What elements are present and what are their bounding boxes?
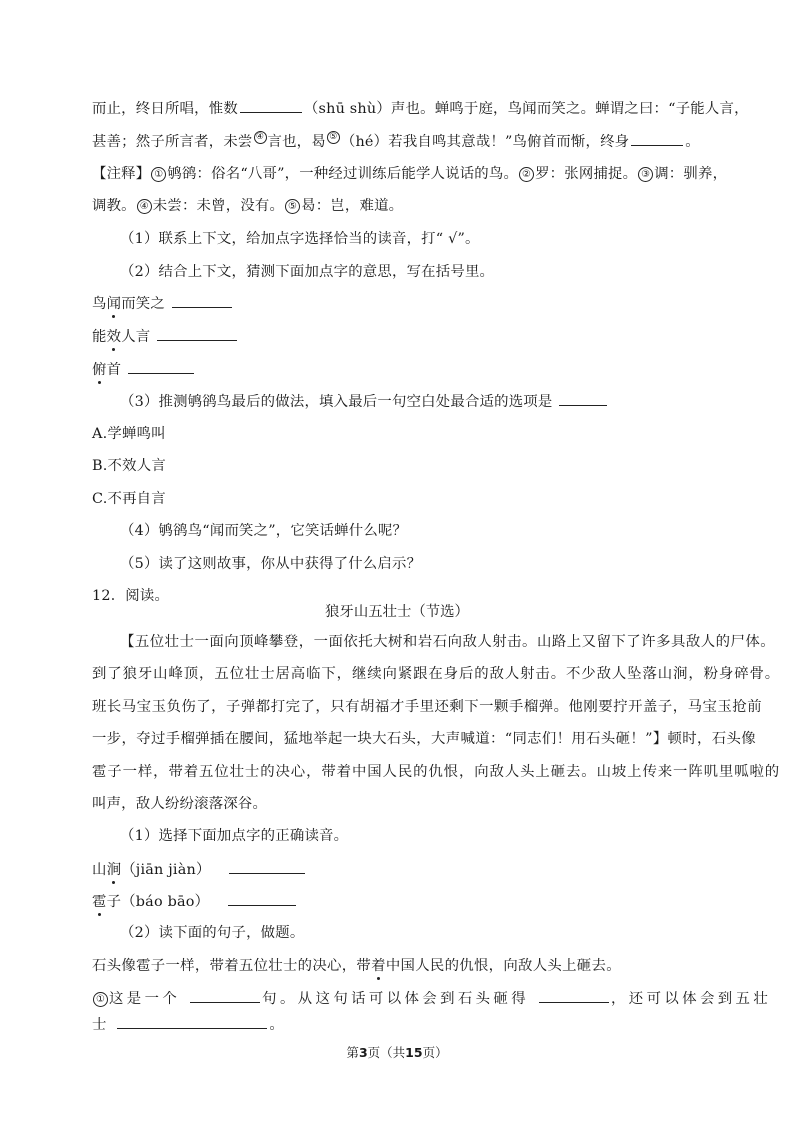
passage-line: 【五位壮士一面向顶峰攀登，一面依托大树和岩石向敌人射击。山路上又留下了许多具敌人的尸体。 [120, 634, 776, 650]
annotation-line-2: 调教。 ④ 未尝：未曾，没有。 ⑤ 曷：岂，难道。 [92, 198, 404, 214]
q12-heading: 12．阅读。 [92, 588, 170, 604]
story-line-2: 甚善；然子所言者，未尝 ④ 言也，曷 ⑤ （hé）若我自鸣其意哉！”鸟俯首而惭，终身 。 [92, 132, 700, 150]
q11-word-1: 鸟闻而笑之 [92, 293, 234, 314]
q12-sub2: （2）读下面的句子，做题。 [120, 925, 305, 941]
answer-blank[interactable] [157, 326, 237, 341]
page-footer: 第3页（共15页） [346, 1045, 448, 1060]
footnote-marker: ⑤ [327, 131, 340, 144]
passage-line: 一步，夺过手榴弹插在腰间，猛地举起一块大石头，大声喊道：“同志们！用石头砸！”】顿时，石头像 [92, 731, 757, 747]
q12-answer-line-2: 士 。 [92, 1014, 284, 1035]
option-a: A.学蝉鸣叫 [92, 426, 166, 442]
q11-sub3: （3）推测鸲鹆鸟最后的做法，填入最后一句空白处最合适的选项是 [120, 391, 609, 412]
passage-line: 班长马宝玉负伤了，子弹都打完了，只有胡福才手里还剩下一颗手榴弹。他刚要拧开盖子，马宝玉抢前 [92, 699, 763, 715]
passage-line: 叫声，敌人纷纷滚落深谷。 [92, 796, 268, 812]
answer-blank[interactable] [128, 359, 194, 374]
q12-word-2: 雹子（báo bāo） [92, 891, 298, 912]
q12-answer-line-1: ① 这是一个 句。从这句话可以体会到石头砸得 ，还可以体会到五壮 [92, 988, 771, 1009]
q12-sentence: 石头像雹子一样，带着五位壮士的决心，带着中国人民的仇恨，向敌人头上砸去。 [92, 958, 621, 974]
q11-sub5: （5）读了这则故事，你从中获得了什么启示？ [120, 556, 422, 572]
footnote-marker: ④ [254, 131, 267, 144]
answer-blank[interactable] [190, 988, 260, 1003]
q11-word-2: 能效人言 [92, 326, 239, 347]
answer-blank[interactable] [559, 391, 607, 406]
passage-line: 到了狼牙山峰顶，五位壮士居高临下，继续向紧跟在身后的敌人射击。不少敌人坠落山涧，粉身碎骨。 [92, 666, 781, 682]
story-line-1: 而止，终日所唱，惟数 （shū shù）声也。蝉鸣于庭，鸟闻而笑之。蝉谓之曰：“子能人言， [92, 98, 749, 119]
q11-word-3: 俯首 [92, 359, 196, 380]
answer-blank[interactable] [172, 293, 232, 308]
passage-line: 雹子一样，带着五位壮士的决心，带着中国人民的仇恨，向敌人头上砸去。山坡上传来一阵叽里呱啦的 [92, 764, 781, 780]
answer-blank[interactable] [228, 891, 296, 906]
passage-title: 狼牙山五壮士（节选） [325, 604, 469, 620]
answer-blank[interactable] [240, 98, 302, 113]
q11-sub1: （1）联系上下文，给加点字选择恰当的读音，打“ √”。 [120, 231, 480, 247]
answer-blank[interactable] [631, 131, 683, 146]
q11-sub2: （2）结合上下文，猜测下面加点字的意思，写在括号里。 [120, 264, 495, 280]
option-c: C.不再自言 [92, 491, 166, 507]
option-b: B.不效人言 [92, 458, 166, 474]
answer-blank[interactable] [117, 1014, 267, 1029]
q12-word-1: 山涧（jiān jiàn） [92, 859, 307, 880]
answer-blank[interactable] [539, 988, 609, 1003]
annotation-line-1: 【注释】 ① 鸲鹆：俗名“八哥”，一种经过训练后能学人说话的鸟。 ② 罗：张网捕捉。 ③ 调：驯养， [92, 166, 728, 182]
q12-sub1: （1）选择下面加点字的正确读音。 [120, 828, 349, 844]
q11-sub4: （4）鸲鹆鸟“闻而笑之”，它笑话蝉什么呢？ [120, 523, 408, 539]
answer-blank[interactable] [229, 859, 305, 874]
